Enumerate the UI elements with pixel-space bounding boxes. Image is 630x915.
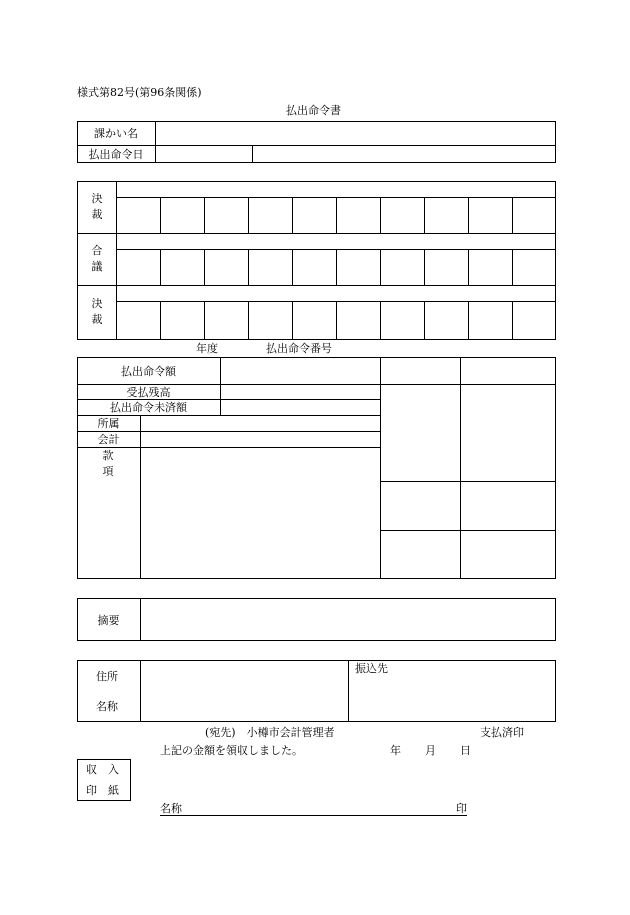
divider [512,197,513,233]
affiliation-field[interactable] [141,416,379,430]
item-label-char: 款 [102,449,114,462]
dept-name-label: 課かい名 [94,127,138,140]
addressee: (宛先) 小樽市会計管理者 [205,726,335,739]
divider [292,301,293,340]
divider [512,301,513,340]
divider [292,249,293,285]
unsettled-field[interactable] [221,400,379,414]
divider [424,197,425,233]
divider [336,301,337,340]
balance-label: 受払残高 [126,385,171,399]
order-amount-label: 払出命令額 [121,364,176,378]
divider [204,249,205,285]
divider [380,530,556,531]
item-label [101,448,115,480]
divider [380,249,381,285]
fiscal-year-label: 年度 [196,342,218,355]
divider [248,197,249,233]
approval-label-2 [90,243,104,275]
divider [248,301,249,340]
approval-label-1-char: 決 [91,192,103,205]
year-label: 年 [390,744,401,757]
divider [116,181,117,340]
divider [336,249,337,285]
form-number: 様式第82号(第96条関係) [77,86,202,99]
divider [468,301,469,340]
divider [252,145,253,163]
order-date-field[interactable] [156,146,251,162]
summary-label: 摘要 [97,613,120,627]
month-label: 月 [425,744,436,757]
accounting-label: 会計 [97,433,120,446]
approval-label-3-char: 裁 [91,313,103,326]
divider [380,481,556,482]
revenue-stamp-line2: 印 紙 [86,784,119,797]
affiliation-label: 所属 [97,417,120,430]
balance-field[interactable] [221,385,379,398]
transfer-label: 振込先 [355,662,388,675]
divider [460,357,461,579]
unsettled-label: 払出命令未済額 [110,401,187,414]
divider [160,301,161,340]
address-label: 住所 [96,670,118,683]
divider [380,197,381,233]
approval-label-3 [90,296,104,328]
divider [77,233,556,234]
item-label-char: 項 [102,465,114,478]
divider [160,197,161,233]
summary-field[interactable] [141,599,555,640]
divider [336,197,337,233]
divider [424,249,425,285]
divider [424,301,425,340]
order-date-label: 払出命令日 [88,148,144,161]
transfer-field[interactable] [349,676,555,721]
divider [468,197,469,233]
revenue-stamp-line1: 収 入 [86,763,119,776]
approval-label-1 [90,191,104,223]
divider [468,249,469,285]
approval-label-2-char: 合 [91,244,103,257]
divider [380,357,381,579]
approval-label-3-char: 決 [91,297,103,310]
divider [380,301,381,340]
signature-line [160,815,467,816]
divider [204,301,205,340]
day-label: 日 [460,744,471,757]
dept-name-field[interactable] [156,122,555,144]
signature-field[interactable] [185,800,450,815]
approval-label-1-char: 裁 [91,208,103,221]
accounting-field[interactable] [141,432,379,446]
divider [248,249,249,285]
document-title: 払出命令書 [286,104,341,117]
paid-stamp-label: 支払済印 [480,726,524,739]
seal-label: 印 [456,802,467,815]
divider [204,197,205,233]
divider [77,285,556,286]
divider [380,384,556,385]
order-amount-field[interactable] [221,358,379,383]
payee-name-label: 名称 [96,700,118,713]
divider [512,249,513,285]
divider [160,249,161,285]
approval-table [77,181,556,340]
item-field[interactable] [141,448,379,578]
order-number-label: 払出命令番号 [266,342,332,355]
approval-label-2-char: 議 [91,260,103,273]
signature-name-label: 名称 [160,802,182,815]
payee-field[interactable] [141,661,347,721]
received-text: 上記の金額を領収しました。 [160,744,303,757]
divider [292,197,293,233]
